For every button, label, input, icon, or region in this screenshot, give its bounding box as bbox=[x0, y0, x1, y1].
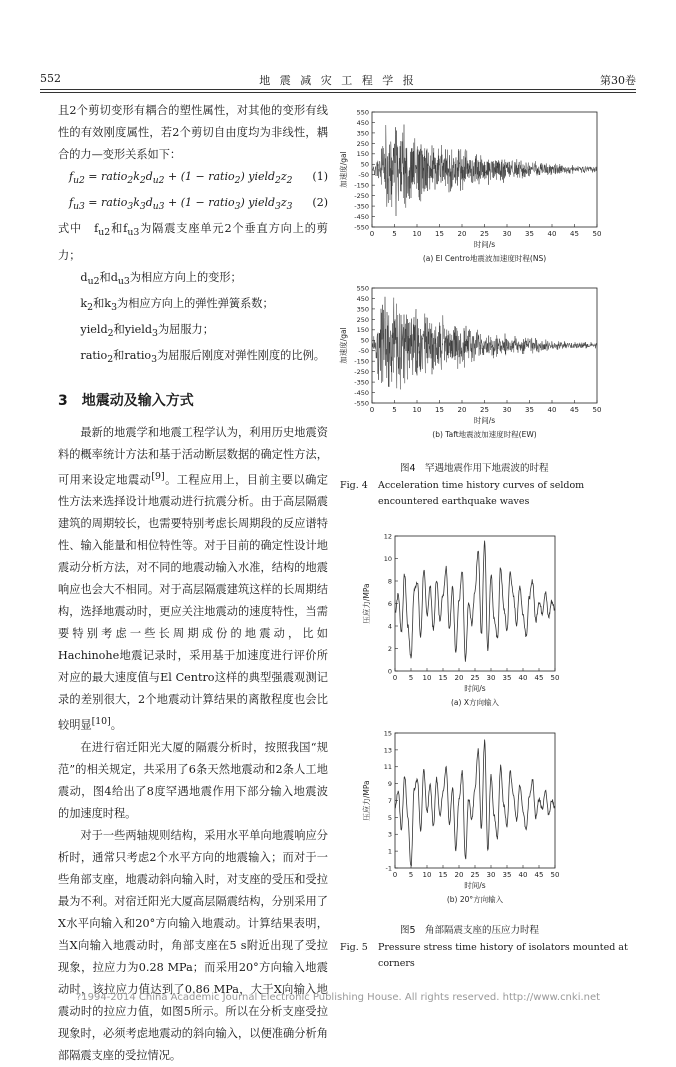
x-tick-label: 20 bbox=[457, 230, 467, 238]
equation-2-number: (2) bbox=[312, 196, 328, 210]
fig4-caption-en-text: Acceleration time history curves of seldom encountered earthquake waves bbox=[378, 480, 585, 507]
fig5-label: Fig. 5 bbox=[340, 942, 368, 953]
y-tick-label: 450 bbox=[356, 118, 369, 127]
y-tick-label: -550 bbox=[354, 223, 369, 232]
x-axis-label: 时间/s bbox=[473, 240, 496, 249]
x-tick-label: 50 bbox=[550, 871, 560, 879]
where-clause-2: $d_{u2}$和$d_{u3}$为相应方向上的变形； bbox=[80, 270, 242, 287]
y-axis-label: 压应力/MPa bbox=[362, 780, 371, 821]
x-axis-label: 时间/s bbox=[464, 881, 486, 890]
x-tick-label: 5 bbox=[408, 674, 414, 682]
x-tick-label: 30 bbox=[486, 871, 496, 879]
left-column bbox=[58, 100, 328, 1067]
chart-title: (a) X方向输入 bbox=[451, 698, 499, 707]
x-tick-label: 15 bbox=[435, 230, 444, 238]
x-tick-label: 15 bbox=[438, 871, 448, 879]
section-heading-3: 3 地震动及输入方式 bbox=[58, 392, 194, 409]
x-tick-label: 30 bbox=[502, 406, 512, 414]
x-tick-label: 40 bbox=[518, 871, 528, 879]
x-tick-label: 20 bbox=[457, 406, 467, 414]
x-tick-label: 15 bbox=[438, 674, 448, 682]
paragraph-ground-motion: 最新的地震学和地震工程学认为，利用历史地震资料的概率统计方法和基于活动断层数据的确定性方法，可用来设定地震动[9]。工程应用上，目前主要以确定性方法来选择设计地震动进行抗震分析。由于高层隔震建筑的周期较长，也需要特别考虑长周期段的反应谱特性、输入能量和相位特性等。对于目前的确定性设计地震动分析方法，对不同的地震动输入水准，结构的地震响应也会大不相同。对于高层隔震建筑这样的长周期结构，选择地震动时，更应关注地震动的速度特性，当需要特别考虑一些长周期成份的地震动，比如Hachinohe地震记录时，采用基于加速度进行评价所对应的最大速度值与El Centro这样的典型强震观测记录的差别很大，2个地震动计算结果的离散程度也会比较明显[10]。 bbox=[58, 425, 328, 733]
fig4-caption-cn: 图4 罕遇地震作用下地震波的时程 bbox=[400, 463, 549, 474]
series-line bbox=[372, 297, 597, 390]
x-tick-label: 40 bbox=[518, 674, 528, 682]
copyright-footer: ?1994-2014 China Academic Journal Electronic Publishing House. All rights reserved. http://www.cnki.net bbox=[75, 992, 601, 1003]
y-tick-label: 8 bbox=[387, 577, 392, 586]
x-tick-label: 45 bbox=[534, 871, 544, 879]
y-tick-label: 550 bbox=[356, 108, 369, 117]
x-axis-label: 时间/s bbox=[464, 684, 486, 693]
chart-x-input-stress bbox=[340, 528, 640, 713]
where-clause-1: 式中 $f_{u2}$和$f_{u3}$为隔震支座单元2个垂直方向上的剪力； bbox=[58, 222, 328, 262]
chart-elcentro-acceleration bbox=[340, 100, 640, 272]
fig5-caption-cn: 图5 角部隔震支座的压应力时程 bbox=[400, 925, 540, 936]
x-tick-label: 30 bbox=[486, 674, 496, 682]
y-tick-label: -50 bbox=[358, 347, 369, 356]
x-tick-label: 35 bbox=[525, 230, 534, 238]
x-tick-label: 20 bbox=[454, 871, 464, 879]
x-tick-label: 10 bbox=[422, 871, 432, 879]
y-tick-label: 3 bbox=[387, 830, 392, 839]
chart-title: (b) Taft地震波加速度时程(EW) bbox=[432, 430, 537, 439]
y-tick-label: 13 bbox=[383, 746, 392, 755]
x-tick-label: 35 bbox=[502, 871, 512, 879]
y-tick-label: -450 bbox=[354, 388, 369, 397]
chart-title: (b) 20°方向输入 bbox=[446, 895, 504, 904]
y-tick-label: -350 bbox=[354, 378, 369, 387]
equation-1-body: $f_{u2}$ = $ratio_2k_2d_{u2} + (1$ − ratio$_2$) $yield_2z_2$ bbox=[69, 170, 293, 187]
y-tick-label: 7 bbox=[387, 796, 392, 805]
y-tick-label: 150 bbox=[356, 326, 369, 335]
x-tick-label: 0 bbox=[392, 674, 398, 682]
x-tick-label: 20 bbox=[454, 674, 464, 682]
y-tick-label: 6 bbox=[387, 599, 392, 608]
y-tick-label: 12 bbox=[383, 532, 392, 541]
y-tick-label: 4 bbox=[387, 622, 392, 631]
y-axis-label: 加速度/gal bbox=[339, 327, 348, 364]
y-tick-label: 350 bbox=[356, 305, 369, 314]
y-axis-label: 压应力/MPa bbox=[362, 583, 371, 624]
paragraph-input-waves: 在进行宿迁阳光大厦的隔震分析时，按照我国“规范”的相关规定，共采用了6条天然地震动和2条人工地震动，图4给出了8度罕遇地震作用下部分输入地震波的加速度时程。 bbox=[58, 741, 328, 821]
page-number: 552 bbox=[40, 72, 61, 85]
x-tick-label: 10 bbox=[412, 406, 422, 414]
x-tick-label: 40 bbox=[547, 406, 557, 414]
fig5-caption-en bbox=[340, 940, 640, 972]
x-axis-label: 时间/s bbox=[473, 416, 496, 425]
y-tick-label: -450 bbox=[354, 212, 369, 221]
y-tick-label: 15 bbox=[383, 729, 392, 738]
x-tick-label: 25 bbox=[470, 871, 480, 879]
equation-1-number: (1) bbox=[312, 170, 328, 183]
paragraph-coupled-shear: 且2个剪切变形有耦合的塑性属性，对其他的变形有线性的有效刚度属性，若2个剪切自由度均为非线性，耦合的力—变形关系如下： bbox=[58, 104, 328, 161]
chart-taft-acceleration bbox=[340, 276, 640, 448]
x-tick-label: 45 bbox=[570, 406, 579, 414]
x-tick-label: 25 bbox=[480, 230, 489, 238]
fig5-caption-en-text: Pressure stress time history of isolators mounted at corners bbox=[378, 942, 628, 969]
x-tick-label: 10 bbox=[412, 230, 422, 238]
header-rule-2 bbox=[40, 92, 636, 93]
x-tick-label: 0 bbox=[369, 230, 375, 238]
y-tick-label: -250 bbox=[354, 192, 369, 201]
chart-20deg-input-stress bbox=[340, 725, 640, 910]
y-tick-label: 11 bbox=[383, 763, 392, 772]
x-tick-label: 5 bbox=[392, 230, 397, 238]
x-tick-label: 10 bbox=[422, 674, 432, 682]
header-rule bbox=[40, 89, 636, 90]
equation-2-body: $f_{u3}$ = $ratio_3k_3d_{u3} + (1$ − ratio$_3$) $yield_3z_3$ bbox=[69, 196, 293, 213]
x-tick-label: 5 bbox=[392, 406, 397, 414]
running-header bbox=[40, 70, 636, 88]
y-tick-label: 250 bbox=[356, 139, 369, 148]
x-tick-label: 5 bbox=[408, 871, 414, 879]
x-tick-label: 30 bbox=[502, 230, 512, 238]
equation-1 bbox=[58, 166, 328, 192]
y-tick-label: 10 bbox=[383, 554, 392, 563]
x-tick-label: 35 bbox=[502, 674, 512, 682]
right-column bbox=[340, 100, 640, 972]
volume-label: 第30卷 bbox=[600, 74, 636, 87]
y-tick-label: 150 bbox=[356, 150, 369, 159]
y-axis-label: 加速度/gal bbox=[339, 151, 348, 188]
y-tick-label: 550 bbox=[356, 284, 369, 293]
y-tick-label: 350 bbox=[356, 129, 369, 138]
y-tick-label: 9 bbox=[387, 780, 392, 789]
x-tick-label: 25 bbox=[470, 674, 480, 682]
series-line bbox=[395, 740, 555, 867]
paragraph-oblique-input: 对于一些两轴规则结构，采用水平单向地震响应分析时，通常只考虑2个水平方向的地震输入；而对于一些角部支座，地震动斜向输入时，对支座的受压和受拉最为不利。对宿迁阳光大厦高层隔震结构，分别采用了X水平向输入和20°方向输入地震动。计算结果表明，当X向输入地震动时，角部支座在5 s附近出现了受拉现象，拉应力为0.28 MPa；而采用20°方向输入地震动时，该拉应力值达到了0.86 MPa，大于X向输入地震动时的拉应力值，如图5所示。所以在分析支座受拉现象时，必须考虑地震动的斜向输入，以便准确分析角部隔震支座的受拉情况。 bbox=[58, 829, 328, 1063]
x-tick-label: 0 bbox=[369, 406, 375, 414]
equation-2 bbox=[58, 192, 328, 218]
y-tick-label: 250 bbox=[356, 315, 369, 324]
y-tick-label: -250 bbox=[354, 368, 369, 377]
y-tick-label: -150 bbox=[354, 357, 369, 366]
chart-title: (a) El Centro地震波加速度时程(NS) bbox=[422, 254, 547, 263]
y-tick-label: 2 bbox=[387, 644, 392, 653]
x-tick-label: 45 bbox=[570, 230, 579, 238]
x-tick-label: 45 bbox=[534, 674, 544, 682]
y-tick-label: 450 bbox=[356, 294, 369, 303]
series-line bbox=[395, 541, 555, 662]
x-tick-label: 50 bbox=[592, 230, 602, 238]
journal-title: 地 震 减 灾 工 程 学 报 bbox=[259, 74, 417, 87]
x-tick-label: 35 bbox=[525, 406, 534, 414]
y-tick-label: -150 bbox=[354, 181, 369, 190]
x-tick-label: 15 bbox=[435, 406, 444, 414]
y-tick-label: 5 bbox=[387, 813, 392, 822]
x-tick-label: 50 bbox=[550, 674, 560, 682]
where-clause-3: $k_2$和$k_3$为相应方向上的弹性弹簧系数； bbox=[80, 296, 274, 314]
y-tick-label: -50 bbox=[358, 171, 369, 180]
where-clause-4: yield$_2$和yield$_3$为屈服力； bbox=[80, 323, 214, 340]
fig4-label: Fig. 4 bbox=[340, 480, 368, 491]
fig4-caption-en bbox=[340, 478, 640, 510]
y-tick-label: 0 bbox=[387, 667, 392, 676]
x-tick-label: 0 bbox=[392, 871, 398, 879]
y-tick-label: 50 bbox=[360, 336, 369, 345]
x-tick-label: 40 bbox=[547, 230, 557, 238]
y-tick-label: -550 bbox=[354, 399, 369, 408]
x-tick-label: 50 bbox=[592, 406, 602, 414]
y-tick-label: -350 bbox=[354, 202, 369, 211]
y-tick-label: -1 bbox=[385, 864, 392, 873]
where-clause-5: ratio$_2$和ratio$_3$为屈服后刚度对弹性刚度的比例。 bbox=[80, 349, 325, 366]
y-tick-label: 1 bbox=[387, 847, 392, 856]
x-tick-label: 25 bbox=[480, 406, 489, 414]
series-line bbox=[372, 125, 597, 217]
y-tick-label: 50 bbox=[360, 160, 369, 169]
